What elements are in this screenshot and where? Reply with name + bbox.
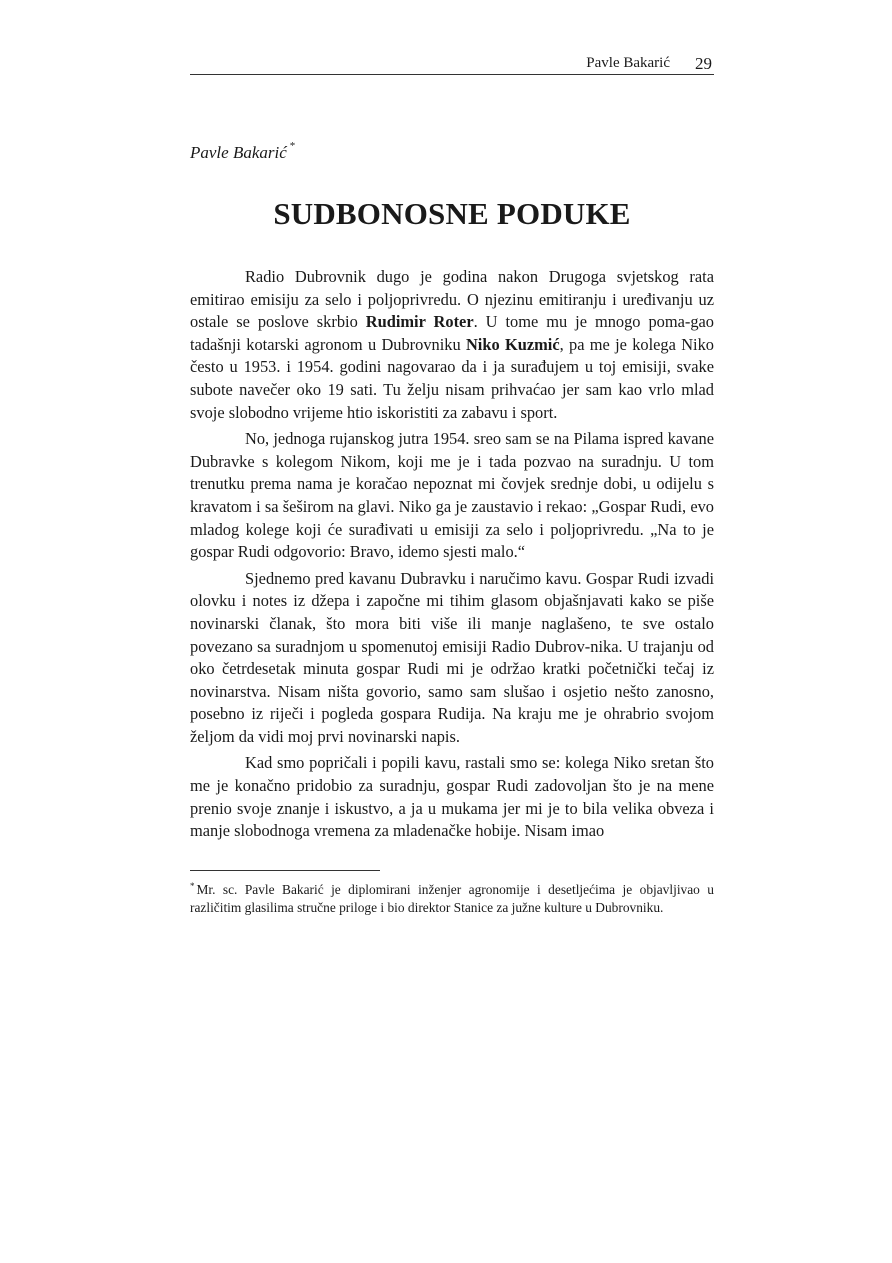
page-number: 29 <box>695 54 712 73</box>
paragraph-text: Radio Dubrovnik dugo je godina nakon Drugoga svjetskog rata emitirao emisiju za selo i poljoprivredu. O njezinu emitiranju i uređivanju uz ostale se poslove skrbio <box>190 267 714 332</box>
article-body <box>190 266 714 847</box>
footnote-mark: * <box>190 881 195 891</box>
paragraph-text: . U tome mu je mnogo poma-gao tadašnji kotarski agronom u Dubrovniku <box>190 312 714 354</box>
body-paragraph <box>190 568 714 749</box>
running-header <box>190 55 714 75</box>
person-name: Rudimir Roter <box>365 312 474 332</box>
person-name: Niko Kuzmić <box>465 334 560 354</box>
header-author: Pavle Bakarić <box>586 55 670 71</box>
byline-footnote-mark: * <box>289 140 296 152</box>
byline-author: Pavle Bakarić <box>190 143 287 162</box>
paragraph-text: , pa me je kolega Niko često u 1953. i 1954. godini nagovarao da i ja surađujem u toj emisiji, svake subote navečer oko 19 sati. Tu želju nisam prihvaćao jer sam kao vrlo mlad svoje slobodno vrijeme htio iskoristiti za zabavu i sport. <box>190 334 714 422</box>
footnote <box>190 878 714 916</box>
footnote-text: Mr. sc. Pavle Bakarić je diplomirani inženjer agronomije i desetljećima je objavljivao u različitim glasilima stručne priloge i bio direktor Stanice za južne kulture u Dubrovniku. <box>190 882 714 915</box>
footnote-separator <box>190 870 380 871</box>
paragraph-text: No, jednoga rujanskog jutra 1954. sreo sam se na Pilama ispred kavane Dubravke s kolegom Nikom, koji me je i tada pozvao na suradnju. U tom trenutku prema nama je koračao nepoznat mi čovjek srednje dobi, u odijelu s kravatom i sa šeširom na glavi. Niko ga je zaustavio i rekao: „Gospar Rudi, evo mladog kolege koji će surađivati u emisiji za selo i poljoprivredu. „Na to je gospar Rudi odgovorio: Bravo, idemo sjesti malo.“ <box>190 429 714 562</box>
article-byline <box>190 140 295 163</box>
body-paragraph <box>190 428 714 564</box>
paragraph-text: Kad smo popričali i popili kavu, rastali smo se: kolega Niko sretan što me je konačno pridobio za suradnju, gospar Rudi zadovoljan što je na mene prenio svoje znanje i iskustvo, a ja u mukama jer mi je to bila velika obveza i manje slobodnoga vremena za mladenačke hobije. Nisam imao <box>190 753 714 841</box>
body-paragraph <box>190 266 714 424</box>
body-paragraph <box>190 752 714 842</box>
article-title: SUDBONOSNE PODUKE <box>273 196 631 231</box>
paragraph-text: Sjednemo pred kavanu Dubravku i naručimo kavu. Gospar Rudi izvadi olovku i notes iz džepa i započne mi tihim glasom objašnjavati kako se piše novinarski članak, što mora biti više ili manje naglašeno, te sve ostalo povezano sa suradnjom u spomenutoj emisiji Radio Dubrov-nika. U trajanju od oko četrdesetak minuta gospar Rudi mi je održao kratki početnički tečaj iz novinarstva. Nisam ništa govorio, samo sam slušao i osjetio nešto zanosno, posebno iz riječi i pogleda gospara Rudija. Na kraju me je ohrabrio svojom željom da vidi moj prvi novinarski napis. <box>190 568 714 746</box>
